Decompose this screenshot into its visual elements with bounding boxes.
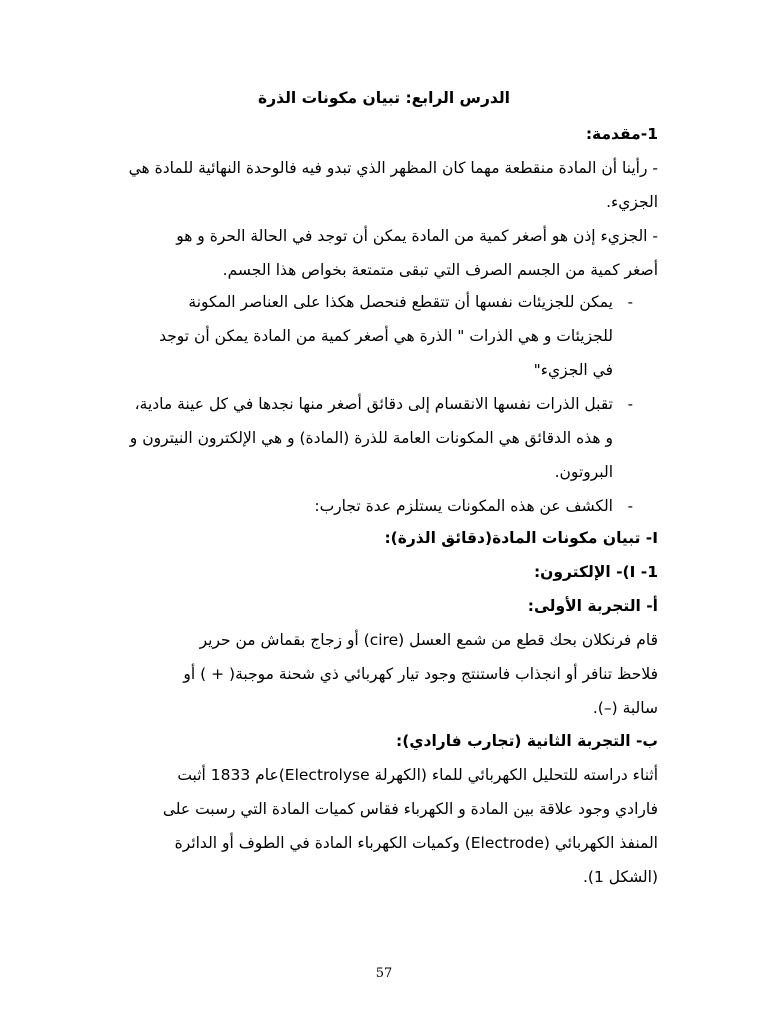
bullet-2-line-3: البروتون. [554,463,613,481]
heading-introduction: 1-مقدمة: [585,125,658,143]
bullet-3-line-1: الكشف عن هذه المكونات يستلزم عدة تجارب: [314,497,613,515]
bullet-marker: - [627,395,633,413]
experiment-1-line-1: قام فرنكلان بحك قطع من شمع العسل (cire) أو زجاج بقماش من حرير [199,631,658,649]
experiment-2-line-4: (الشكل 1). [583,868,658,886]
paragraph-2-line-1: - الجزيء إذن هو أصغر كمية من المادة يمكن أن توجد في الحالة الحرة و هو [176,227,658,245]
section-heading-1: I- تبيان مكونات المادة(دقائق الذرة): [384,529,658,547]
experiment-2-line-2: فارادي وجود علاقة بين المادة و الكهرباء فقاس كميات المادة التي رسبت على [162,800,658,818]
experiment-2-line-3: المنفذ الكهربائي (Electrode) وكميات الكهرباء المادة في الطوف أو الدائرة [174,834,658,852]
page-number: 57 [375,966,393,981]
bullet-marker: - [627,293,633,311]
paragraph-2-line-2: أصغر كمية من الجسم الصرف التي تبقى متمتعة بخواص هذا الجسم. [222,261,658,279]
bullet-1-line-3: في الجزيء" [533,361,613,379]
subsection-heading-electron: I -1)- الإلكترون: [533,563,658,581]
bullet-2-line-1: تقبل الذرات نفسها الانقسام إلى دقائق أصغر منها نجدها في كل عينة مادية، [134,395,613,413]
experiment-1-line-3: سالبة (–). [592,699,658,717]
paragraph-1-line-1: - رأينا أن المادة منقطعة مهما كان المظهر الذي تبدو فيه فالوحدة النهائية للمادة هي [128,159,658,177]
bullet-2-line-2: و هذه الدقائق هي المكونات العامة للذرة (المادة) و هي الإلكترون النيترون و [129,429,613,447]
bullet-1-line-2: للجزيئات و هي الذرات " الذرة هي أصغر كمية من المادة يمكن أن توجد [159,327,613,345]
experiment-1-line-2: فلاحظ تنافر أو انجذاب فاستنتج وجود تيار كهربائي ذي شحنة موجبة( + ) أو [183,665,658,683]
bullet-marker: - [627,497,633,515]
experiment-1-title: أ- التجربة الأولى: [527,597,658,615]
lesson-title: الدرس الرابع: تبيان مكونات الذرة [258,89,510,107]
experiment-2-title: ب- التجربة الثانية (تجارب فارادي): [396,732,658,750]
bullet-1-line-1: يمكن للجزيئات نفسها أن تتقطع فنحصل هكذا على العناصر المكونة [188,293,613,311]
experiment-2-line-1: أثناء دراسته للتحليل الكهربائي للماء (الكهرلة Electrolyse)عام 1833 أثبت [177,766,658,784]
paragraph-1-line-2: الجزيء. [606,193,658,211]
